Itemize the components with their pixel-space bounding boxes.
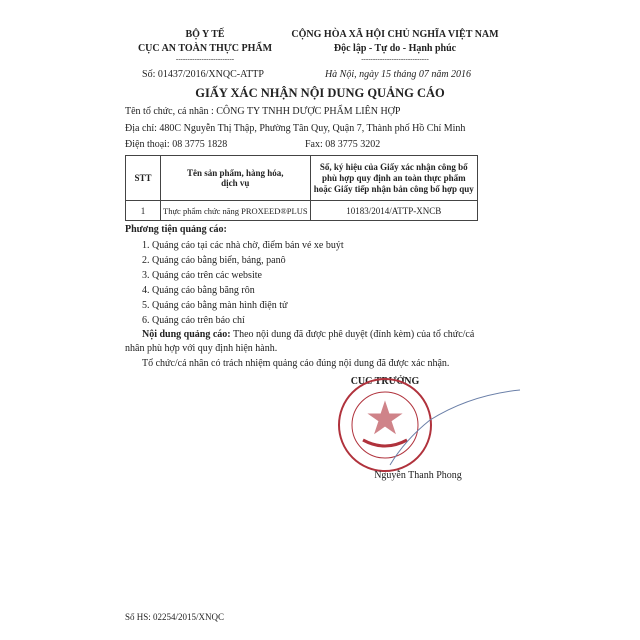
cell-product: Thực phẩm chức năng PROXEED®PLUS (161, 201, 311, 221)
official-stamp (330, 370, 530, 480)
divider-right: ----------------------------- (361, 55, 429, 63)
document-number: Số: 01437/2016/XNQC-ATTP (142, 69, 264, 80)
page-title: GIẤY XÁC NHẬN NỘI DUNG QUẢNG CÁO (195, 86, 445, 100)
media-item: 5. Quảng cáo bằng màn hình điện tử (142, 300, 288, 311)
signature-scribble (390, 390, 520, 465)
stamp-icon (339, 379, 431, 471)
content-line-1 (142, 329, 474, 340)
header-product: Tên sản phẩm, hàng hóa, dịch vụ (161, 156, 311, 201)
product-table (125, 155, 478, 221)
org-address: Địa chỉ: 480C Nguyễn Thị Thập, Phường Tân Quy, Quận 7, Thành phố Hồ Chí Minh (125, 123, 466, 134)
table-row (126, 201, 478, 221)
org-phone: Điện thoại: 08 3775 1828 (125, 139, 228, 150)
responsibility-note: Tổ chức/cá nhân có trách nhiệm quảng cáo đúng nội dung đã được xác nhận. (142, 358, 450, 369)
signer-role: CỤC TRƯỞNG (350, 376, 420, 387)
org-fax: Fax: 08 3775 3202 (305, 139, 381, 150)
cell-certificate: 10183/2014/ATTP-XNCB (310, 201, 477, 221)
motto: Độc lập - Tự do - Hạnh phúc (333, 43, 457, 54)
media-item: 6. Quảng cáo trên báo chí (142, 315, 245, 326)
header-certificate: Số, ký hiệu của Giấy xác nhận công bố phù hợp quy định an toàn thực phẩm hoặc Giấy tiếp nhận bản công bố hợp quy (310, 156, 477, 201)
media-item: 4. Quảng cáo bằng băng rôn (142, 285, 255, 296)
signer-name: Nguyễn Thanh Phong (374, 470, 462, 481)
header-stt: STT (126, 156, 161, 201)
org-name: Tên tổ chức, cá nhân : CÔNG TY TNHH DƯỢC PHẨM LIÊN HỢP (125, 106, 401, 117)
country-name: CỘNG HÒA XÃ HỘI CHỦ NGHĨA VIỆT NAM (291, 29, 499, 40)
cell-stt: 1 (126, 201, 161, 221)
date: Hà Nội, ngày 15 tháng 07 năm 2016 (324, 69, 472, 80)
table-header-row (126, 156, 478, 201)
media-heading: Phương tiện quảng cáo: (125, 224, 227, 235)
file-number: Số HS: 02254/2015/XNQC (125, 612, 225, 622)
content-label: Nội dung quảng cáo: (142, 329, 231, 340)
media-item: 3. Quảng cáo trên các website (142, 270, 262, 281)
content-text: Theo nội dung đã được phê duyệt (đính kèm) của tổ chức/cá (230, 329, 475, 340)
media-item: 1. Quảng cáo tại các nhà chờ, điểm bán vé xe buýt (142, 240, 344, 251)
divider-left: ------------------------- (175, 55, 235, 63)
department: CỤC AN TOÀN THỰC PHẨM (137, 43, 273, 54)
media-item: 2. Quảng cáo bằng biển, bảng, panô (142, 255, 286, 266)
ministry: BỘ Y TẾ (185, 29, 225, 40)
content-line-2: nhân phù hợp với quy định hiện hành. (125, 343, 278, 354)
